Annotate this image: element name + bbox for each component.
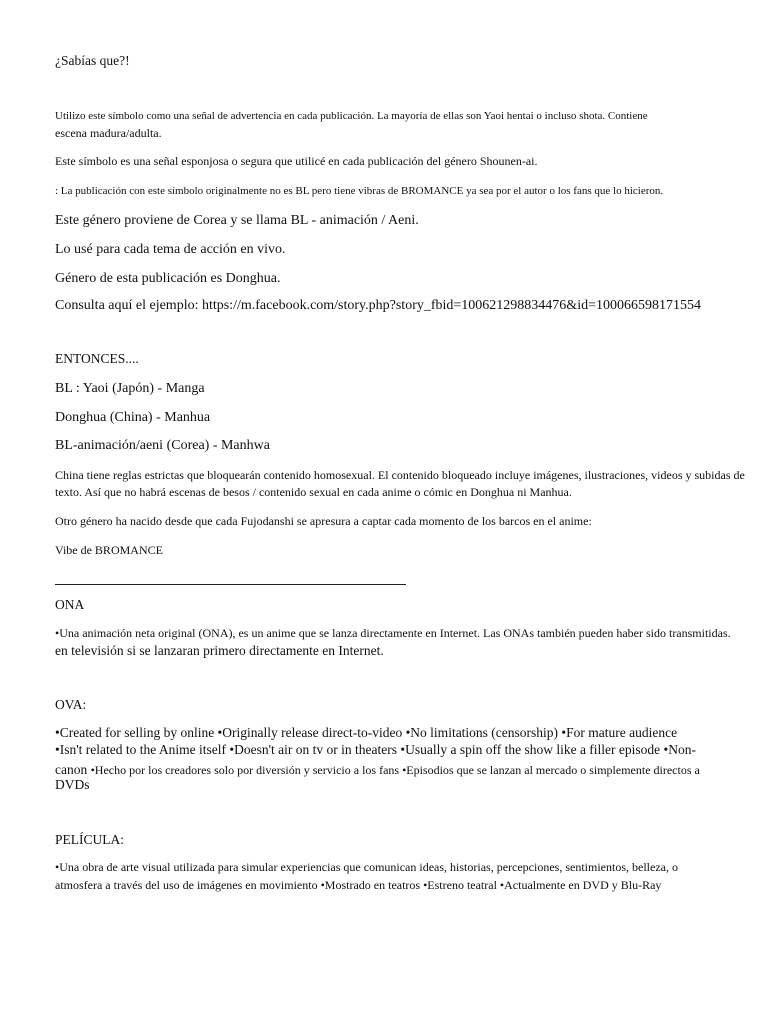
korea-genre-text: Este género proviene de Corea y se llama BL - animación / Aeni. (55, 213, 419, 228)
china-paragraph (55, 467, 768, 501)
korea-bl-text: BL-animación/aeni (Corea) - Manhwa (55, 438, 270, 453)
vibe-text: Vibe de BROMANCE (55, 543, 163, 557)
bromance-symbol-line (55, 184, 663, 199)
warning-text: Utilizo este símbolo como una señal de advertencia en cada publicación. La mayoría de ellas son Yaoi hentai o incluso shota. Contiene (55, 110, 648, 122)
pelicula-line-2: atmosfera a través del uso de imágenes en movimiento •Mostrado en teatros •Estreno teatral •Actualmente en DVD y Blu-Ray (55, 878, 662, 892)
live-action-line (55, 241, 286, 259)
otro-genero-line (55, 514, 592, 529)
pelicula-heading: PELÍCULA: (55, 832, 124, 847)
divider (55, 584, 406, 585)
ona-line-2: en televisión si se lanzaran primero directamente en Internet. (55, 643, 384, 658)
ova-line-3-a: canon (55, 762, 91, 777)
soft-symbol-line (55, 154, 538, 169)
soft-symbol-text: Este símbolo es una señal esponjosa o segura que utilicé en cada publicación del género Shounen-ai. (55, 154, 538, 168)
warning-text-cont: escena madura/adulta. (55, 126, 162, 140)
ova-heading: OVA: (55, 697, 87, 712)
donghua-line: Donghua (China) - Manhua (55, 410, 211, 425)
china-text: China tiene reglas estrictas que bloquearán contenido homosexual. El contenido bloqueado incluye imágenes, ilustraciones, videos y subidas de texto. Así que no habrá escenas de besos / contenido sexual en cada anime o cómic en Donghua ni Manhua. (55, 468, 745, 499)
ova-line-4: DVDs (55, 777, 90, 792)
ova-line-3-b: •Hecho por los creadores solo por diversión y servicio a los fans •Episodios que se lanzan al mercado o simplemente directos a (90, 763, 700, 777)
korea-bl-line (55, 437, 270, 455)
bl-line (55, 380, 205, 398)
ova-line-1: •Created for selling by online •Originally release direct-to-video •No limitations (censorship) •For mature audience (55, 725, 678, 740)
otro-genero-text: Otro género ha nacido desde que cada Fujodanshi se apresura a captar cada momento de los barcos en el anime: (55, 514, 592, 528)
ona-heading: ONA (55, 597, 85, 612)
pelicula-line-1: •Una obra de arte visual utilizada para simular experiencias que comunican ideas, historias, percepciones, sentimientos, belleza, o (55, 860, 678, 874)
korea-genre-line (55, 212, 419, 230)
ova-line-2: •Isn't related to the Anime itself •Doesn't air on tv or in theaters •Usually a spin off the show like a filler episode •Non- (55, 742, 696, 757)
warning-line (55, 109, 648, 124)
vibe-line (55, 543, 163, 558)
example-line: Consulta aquí el ejemplo: https://m.facebook.com/story.php?story_fbid=100621298834476&id=100066598171554 (55, 298, 701, 313)
bl-text: Yaoi (Japón) - Manga (82, 381, 205, 396)
ova-line-3 (55, 760, 700, 780)
ona-line-1: •Una animación neta original (ONA), es un anime que se lanza directamente en Internet. Las ONAs también pueden haber sido transmitidas. (55, 626, 731, 640)
bl-prefix: BL : (55, 381, 80, 396)
entonces-heading: ENTONCES.... (55, 351, 139, 366)
genre-line: Género de esta publicación es Donghua. (55, 271, 281, 286)
live-action-text: Lo usé para cada tema de acción en vivo. (55, 242, 286, 257)
heading: ¿Sabías que?! (55, 53, 130, 68)
bromance-symbol-text: : La publicación con este símbolo originalmente no es BL pero tiene vibras de BROMANCE ya sea por el autor o los fans que lo hicieron. (55, 185, 664, 197)
